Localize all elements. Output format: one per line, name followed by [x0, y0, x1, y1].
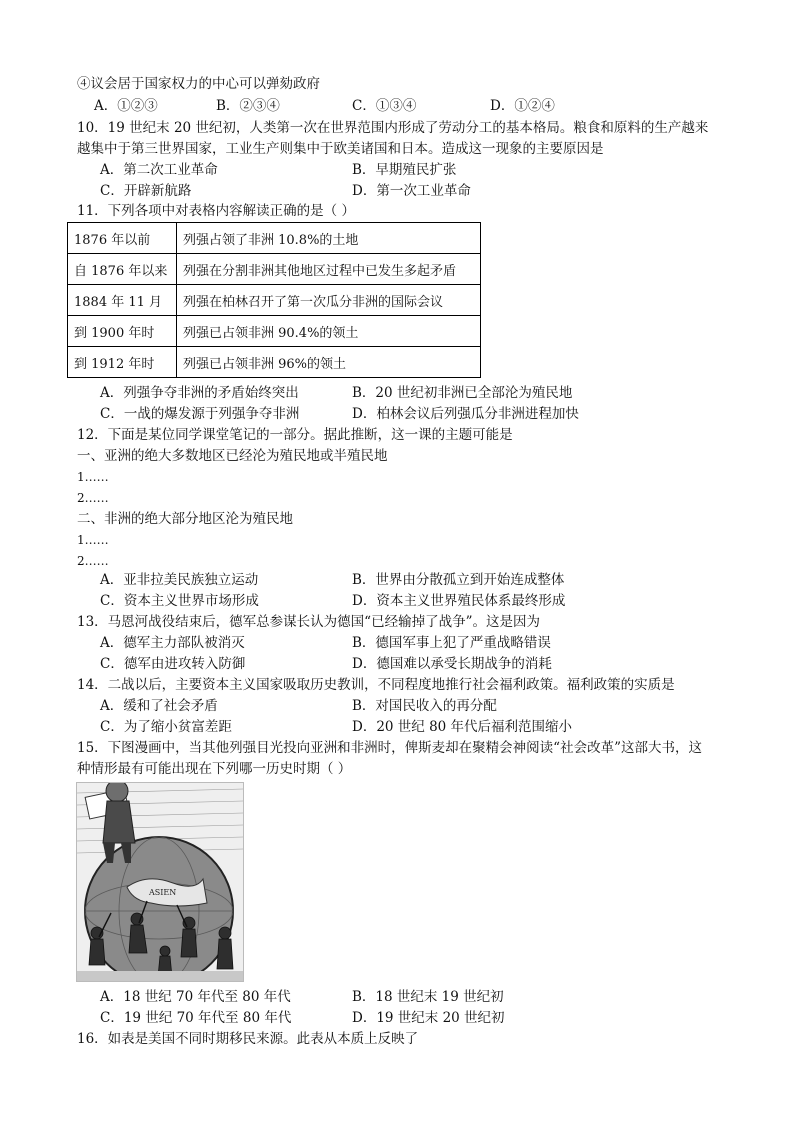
table-cell-date: 到 1900 年时 [68, 316, 177, 347]
q12-option-a: A．亚非拉美民族独立运动 [100, 572, 259, 588]
q13-option-b: B．德国军事上犯了严重战略错误 [352, 635, 551, 651]
q13-option-a: A．德军主力部队被消灭 [100, 635, 245, 651]
q14-option-b: B．对国民收入的再分配 [352, 698, 497, 714]
q12-note-heading-1: 一、亚洲的绝大多数地区已经沦为殖民地或半殖民地 [77, 448, 388, 464]
q11-option-a: A．列强争夺非洲的矛盾始终突出 [100, 385, 299, 401]
q10-option-c: C．开辟新航路 [100, 183, 192, 199]
table-row [68, 316, 481, 347]
q12-note-heading-2: 二、非洲的绝大部分地区沦为殖民地 [77, 511, 293, 527]
table-row [68, 223, 481, 254]
q15-option-d: D．19 世纪末 20 世纪初 [352, 1010, 505, 1026]
bismarck-cartoon-image [76, 782, 244, 982]
table-cell-event: 列强在分割非洲其他地区过程中已发生多起矛盾 [177, 254, 481, 285]
table-cell-event: 列强已占领非洲 96%的领土 [177, 347, 481, 378]
q11-option-b: B．20 世纪初非洲已全部沦为殖民地 [352, 385, 573, 401]
q15-stem-2: 种情形最有可能出现在下列哪一历史时期（ ） [77, 761, 352, 777]
q9-answer-c: C．①③④ [352, 98, 417, 114]
q11-option-d: D．柏林会议后列强瓜分非洲进程加快 [352, 406, 579, 422]
q12-option-d: D．资本主义世界殖民体系最终形成 [352, 593, 566, 609]
q9-answer-b: B．②③④ [216, 98, 280, 114]
table-cell-event: 列强已占领非洲 90.4%的领土 [177, 316, 481, 347]
q10-stem-2: 越集中于第三世界国家，工业生产则集中于欧美诸国和日本。造成这一现象的主要原因是 [77, 141, 604, 157]
q11-stem: 11．下列各项中对表格内容解读正确的是（ ） [77, 203, 355, 219]
q12-option-b: B．世界由分散孤立到开始连成整体 [352, 572, 565, 588]
q15-stem-1: 15．下图漫画中，当其他列强目光投向亚洲和非洲时，俾斯麦却在聚精会神阅读“社会改革”这部大书，这 [77, 740, 702, 756]
q12-note-item: 2…… [77, 491, 109, 505]
q11-option-c: C．一战的爆发源于列强争夺非洲 [100, 406, 300, 422]
table-cell-date: 到 1912 年时 [68, 347, 177, 378]
q9-answer-d: D．①②④ [490, 98, 555, 114]
cartoon-drawing [77, 783, 243, 981]
q15-option-c: C．19 世纪 70 年代至 80 年代 [100, 1010, 292, 1026]
q10-option-b: B．早期殖民扩张 [352, 162, 457, 178]
q15-option-a: A．18 世纪 70 年代至 80 年代 [100, 989, 291, 1005]
table-cell-event: 列强占领了非洲 10.8%的土地 [177, 223, 481, 254]
q11-table [67, 222, 481, 378]
q10-stem-1: 10．19 世纪末 20 世纪初，人类第一次在世界范围内形成了劳动分工的基本格局。粮食和原料的生产越来 [77, 120, 709, 136]
q10-option-a: A．第二次工业革命 [100, 162, 218, 178]
q13-stem: 13．马恩河战役结束后，德军总参谋长认为德国“已经输掉了战争”。这是因为 [77, 614, 540, 630]
q9-option-4: ④议会居于国家权力的中心可以弹劾政府 [77, 76, 320, 92]
q14-option-c: C．为了缩小贫富差距 [100, 719, 232, 735]
table-cell-date: 自 1876 年以来 [68, 254, 177, 285]
q12-note-item: 1…… [77, 470, 109, 484]
q15-option-b: B．18 世纪末 19 世纪初 [352, 989, 504, 1005]
table-cell-date: 1876 年以前 [68, 223, 177, 254]
table-row [68, 285, 481, 316]
q12-note-item: 2…… [77, 554, 109, 568]
table-cell-date: 1884 年 11 月 [68, 285, 177, 316]
q13-option-c: C．德军由进攻转入防御 [100, 656, 246, 672]
table-row [68, 347, 481, 378]
q14-option-a: A．缓和了社会矛盾 [100, 698, 218, 714]
q12-note-item: 1…… [77, 533, 109, 547]
q12-stem: 12．下面是某位同学课堂笔记的一部分。据此推断，这一课的主题可能是 [77, 427, 513, 443]
q16-stem: 16．如表是美国不同时期移民来源。此表从本质上反映了 [77, 1031, 419, 1047]
q12-option-c: C．资本主义世界市场形成 [100, 593, 259, 609]
cartoon-globe-label: ASIEN [149, 888, 177, 897]
q14-option-d: D．20 世纪 80 年代后福利范围缩小 [352, 719, 573, 735]
q10-option-d: D．第一次工业革命 [352, 183, 471, 199]
table-row [68, 254, 481, 285]
q14-stem: 14．二战以后，主要资本主义国家吸取历史教训，不同程度地推行社会福利政策。福利政策的实质是 [77, 677, 675, 693]
q9-answer-a: A．①②③ [94, 98, 158, 114]
table-cell-event: 列强在柏林召开了第一次瓜分非洲的国际会议 [177, 285, 481, 316]
q13-option-d: D．德国难以承受长期战争的消耗 [352, 656, 552, 672]
